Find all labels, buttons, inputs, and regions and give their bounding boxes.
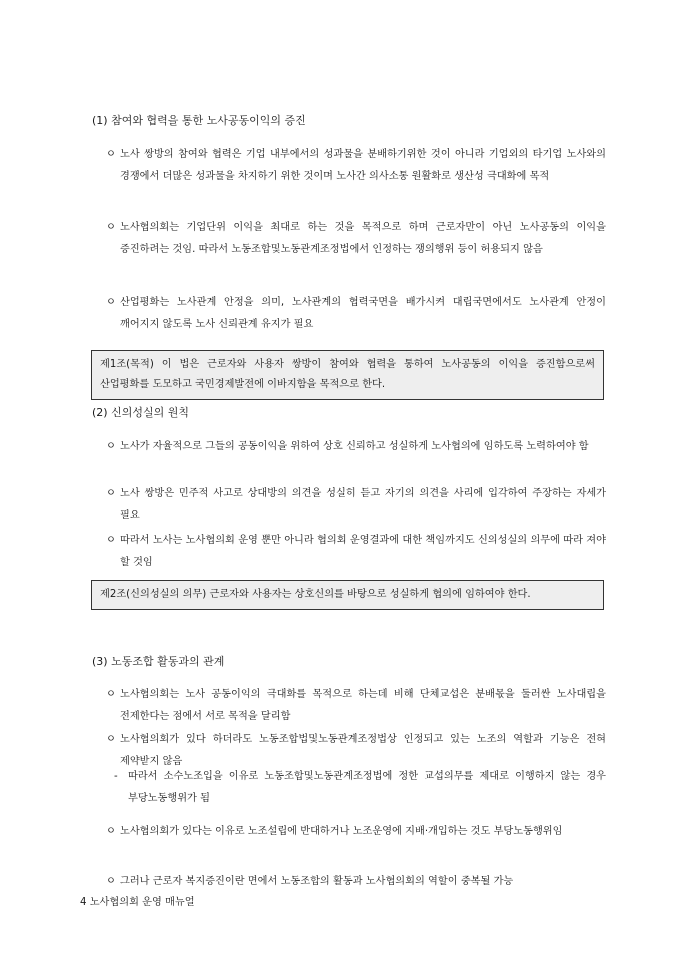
bullet-text: 산업평화는 노사관계 안정을 의미, 노사관계의 협력국면을 배가시켜 대립국면에서도 노사관계 안정이 깨어지지 않도록 노사 신뢰관계 유지가 필요 bbox=[120, 297, 606, 330]
section-1-heading: (1) 참여와 협력을 통한 노사공동이익의 증진 bbox=[92, 114, 306, 127]
bullet-text: 노사협의회는 기업단위 이익을 최대로 하는 것을 목적으로 하며 근로자만이 아닌 노사공동의 이익을 증진하려는 것임. 따라서 노동조합및노동관계조정법에서 인정하는 쟁의행위 등이 허용되지 않음 bbox=[120, 222, 606, 255]
bullet-text: 그러나 근로자 복지증진이란 면에서 노동조합의 활동과 노사협의회의 역할이 중복될 가능 bbox=[120, 876, 514, 887]
bullet-mark: ㅇ bbox=[106, 149, 116, 160]
section-2-bullet-1 bbox=[106, 436, 606, 458]
section-3-subitem bbox=[114, 766, 606, 809]
section-3-bullet-3 bbox=[106, 821, 606, 843]
section-1-bullet-3 bbox=[106, 292, 606, 335]
bullet-text: 따라서 노사는 노사협의회 운영 뿐만 아니라 협의회 운영결과에 대한 책임까지도 신의성실의 의무에 따라 져야 할 것임 bbox=[120, 535, 606, 568]
bullet-mark: ㅇ bbox=[106, 441, 116, 452]
bullet-text: 노사협의회가 있다는 이유로 노조설립에 반대하거나 노조운영에 지배·개입하는 것도 부당노동행위임 bbox=[120, 826, 563, 837]
section-1-bullet-2 bbox=[106, 217, 606, 260]
bullet-text: 노사협의회가 있다 하더라도 노동조합법및노동관계조정법상 인정되고 있는 노조의 역할과 기능은 전혀 제약받지 않음 bbox=[120, 734, 606, 767]
bullet-text: 따라서 소수노조입을 이유로 노동조합및노동관계조정법에 정한 교섭의무를 제대로 이행하지 않는 경우 부당노동행위가 됨 bbox=[128, 771, 606, 804]
law-article-box: 제2조(신의성실의 의무) 근로자와 사용자는 상호신의를 바탕으로 성실하게 협의에 임하여야 한다. bbox=[91, 580, 604, 610]
section-2-bullet-3 bbox=[106, 530, 606, 573]
section-3-heading: (3) 노동조합 활동과의 관계 bbox=[92, 655, 225, 668]
bullet-mark: ㅇ bbox=[106, 826, 116, 837]
bullet-mark: ㅇ bbox=[106, 535, 116, 546]
section-3-bullet-1 bbox=[106, 684, 606, 727]
law-article-box: 제1조(목적) 이 법은 근로자와 사용자 쌍방이 참여와 협력을 통하여 노사공동의 이익을 증진함으로써 산업평화를 도모하고 국민경제발전에 이바지함을 목적으로 한다. bbox=[91, 350, 604, 400]
bullet-text: 노사협의회는 노사 공동이익의 극대화를 목적으로 하는데 비해 단체교섭은 분배몫을 둘러싼 노사대립을 전제한다는 점에서 서로 목적을 달리함 bbox=[120, 689, 606, 722]
bullet-text: 노사 쌍방의 참여와 협력은 기업 내부에서의 성과물을 분배하기위한 것이 아니라 기업외의 타기업 노사와의 경쟁에서 더많은 성과물을 차지하기 위한 것이며 노사간 의사소통 원활화로 생산성 극대화에 목적 bbox=[120, 149, 606, 182]
bullet-mark: ㅇ bbox=[106, 734, 116, 745]
section-1-bullet-1 bbox=[106, 144, 606, 187]
section-3-bullet-4 bbox=[106, 871, 606, 893]
bullet-mark: ㅇ bbox=[106, 297, 116, 308]
bullet-mark: ㅇ bbox=[106, 222, 116, 233]
bullet-text: 노사 쌍방은 민주적 사고로 상대방의 의견을 성실히 듣고 자기의 의견을 사리에 입각하여 주장하는 자세가 필요 bbox=[120, 488, 606, 521]
section-2-bullet-2 bbox=[106, 483, 606, 526]
section-2-heading: (2) 신의성실의 원칙 bbox=[92, 406, 189, 419]
bullet-mark: ㅇ bbox=[106, 689, 116, 700]
bullet-text: 노사가 자율적으로 그들의 공동이익을 위하여 상호 신뢰하고 성실하게 노사협의에 임하도록 노력하여야 함 bbox=[120, 441, 589, 452]
bullet-mark: ㅇ bbox=[106, 488, 116, 499]
page-footer: 4 노사협의회 운영 매뉴얼 bbox=[80, 897, 195, 908]
bullet-mark: ㅇ bbox=[106, 876, 116, 887]
dash-mark: - bbox=[114, 771, 118, 782]
